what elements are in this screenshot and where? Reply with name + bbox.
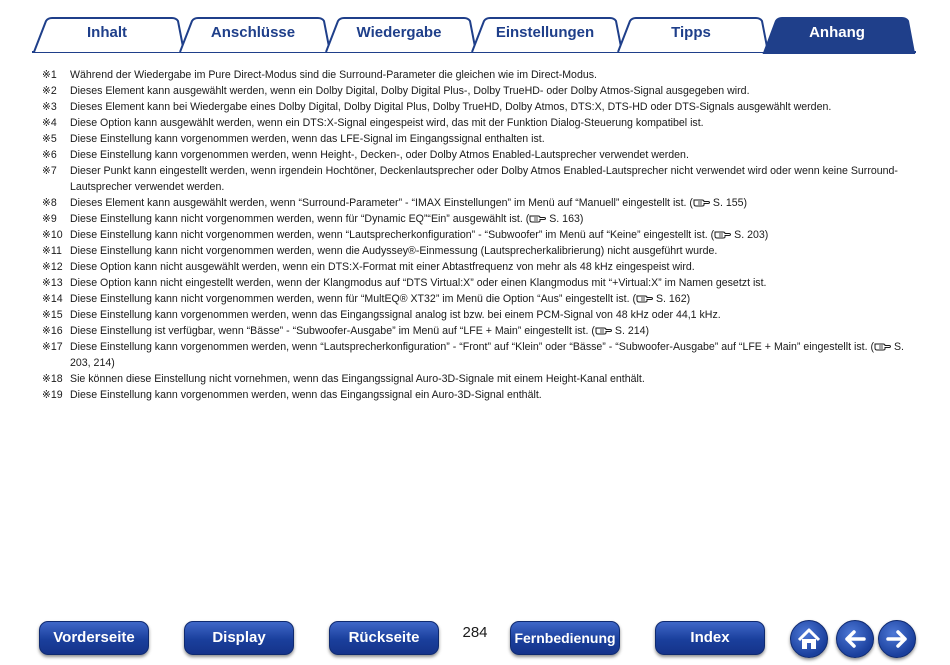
footnote-body: Diese Einstellung kann nicht vorgenommen werden, wenn die Audyssey®-Einmessung (Lautsprecherkalibrierung) nicht ausgeführt wurde.	[70, 245, 718, 257]
arrow-left-icon	[837, 621, 873, 657]
footnote-text	[70, 83, 912, 99]
pointing-hand-icon	[693, 197, 710, 207]
footnote-body: Diese Einstellung kann vorgenommen werden, wenn “Lautsprecherkonfiguration” - “Front” auf “Klein” oder “Bässe” - “Subwoofer-Ausgabe” auf “LFE + Main” eingestellt ist. (	[70, 341, 875, 353]
footnote-body: Diese Einstellung ist verfügbar, wenn “Bässe” - “Subwoofer-Ausgabe” im Menü auf “LFE + Main” eingestellt ist. (	[70, 325, 595, 337]
fernbedienung-button[interactable]: Fernbedienung	[510, 621, 620, 655]
footnote-marker: ※6	[42, 149, 57, 161]
footnote-item	[42, 323, 912, 339]
footnote-body: Sie können diese Einstellung nicht vornehmen, wenn das Eingangssignal Auro-3D-Signale mit einem Height-Kanal enthält.	[70, 373, 645, 385]
footnote-text	[70, 147, 912, 163]
footnote-marker: ※18	[42, 373, 63, 385]
home-button[interactable]	[790, 620, 828, 658]
footnote-marker: ※1	[42, 69, 57, 81]
top-tab-bar	[32, 16, 916, 54]
footnote-text	[70, 211, 912, 227]
footnote-marker: ※7	[42, 165, 57, 177]
footnote-marker: ※14	[42, 293, 63, 305]
footnote-body: Dieser Punkt kann eingestellt werden, wenn irgendein Hochtöner, Deckenlautsprecher oder Dolby Atmos Enabled-Lautsprecher nicht verwendet wird oder wenn keine Surround-Lautsprecher verwendet werden.	[70, 165, 898, 193]
home-icon	[791, 621, 827, 657]
footnote-marker: ※13	[42, 277, 63, 289]
footnote-marker: ※9	[42, 213, 57, 225]
footnote-body: Diese Einstellung kann vorgenommen werden, wenn das LFE-Signal im Eingangssignal enthalten ist.	[70, 133, 545, 145]
footnote-body: Diese Einstellung kann vorgenommen werden, wenn das Eingangssignal analog ist bzw. bei einem PCM-Signal von 48 kHz oder 44,1 kHz.	[70, 309, 721, 321]
footnote-item	[42, 67, 912, 83]
footnote-item	[42, 147, 912, 163]
footnote-text	[70, 259, 912, 275]
footnote-body: Diese Einstellung kann vorgenommen werden, wenn Height-, Decken-, oder Dolby Atmos Enabled-Lautsprecher verwendet werden.	[70, 149, 689, 161]
page-reference-link[interactable]: S. 155)	[712, 197, 748, 209]
footnote-text	[70, 163, 912, 195]
footnote-text	[70, 307, 912, 323]
page-reference-link[interactable]: S. 162)	[655, 293, 691, 305]
footnote-marker: ※19	[42, 389, 63, 401]
footnote-item	[42, 163, 912, 195]
footnote-marker: ※17	[42, 341, 63, 353]
footnote-item	[42, 259, 912, 275]
footnote-body: Diese Option kann ausgewählt werden, wenn ein DTS:X-Signal eingespeist wird, das mit der Funktion Dialog-Steuerung kompatibel ist.	[70, 117, 704, 129]
footnote-text	[70, 99, 912, 115]
index-button[interactable]: Index	[655, 621, 765, 655]
footnote-body: Dieses Element kann ausgewählt werden, wenn ein Dolby Digital, Dolby Digital Plus-, Dolby TrueHD- oder Dolby Atmos-Signal ausgegeben wird.	[70, 85, 750, 97]
footnote-text	[70, 371, 912, 387]
footnote-marker: ※12	[42, 261, 63, 273]
footnote-body: Diese Einstellung kann nicht vorgenommen werden, wenn “Lautsprecherkonfiguration” - “Subwoofer” im Menü auf “Keine” eingestellt ist. (	[70, 229, 715, 241]
display-button[interactable]: Display	[184, 621, 294, 655]
footnote-item	[42, 291, 912, 307]
vorderseite-button[interactable]: Vorderseite	[39, 621, 149, 655]
tab-anschluesse[interactable]: Anschlüsse	[210, 24, 296, 41]
footnote-marker: ※3	[42, 101, 57, 113]
footnote-marker: ※10	[42, 229, 63, 241]
reference-icon-wrap	[636, 293, 653, 305]
pointing-hand-icon	[595, 325, 612, 335]
footnote-item	[42, 99, 912, 115]
footnote-text	[70, 115, 912, 131]
footnote-text	[70, 131, 912, 147]
reference-icon-wrap	[714, 229, 731, 241]
page-reference-link[interactable]: S. 203)	[734, 229, 769, 241]
pointing-hand-icon	[714, 229, 731, 239]
tab-wiedergabe[interactable]: Wiedergabe	[356, 24, 442, 41]
footnote-item	[42, 211, 912, 227]
footnote-text	[70, 243, 912, 259]
footnote-item	[42, 307, 912, 323]
footnote-marker: ※8	[42, 197, 57, 209]
tab-anhang[interactable]: Anhang	[809, 24, 865, 41]
arrow-right-icon	[879, 621, 915, 657]
reference-icon-wrap	[595, 325, 612, 337]
footnote-body: Diese Einstellung kann vorgenommen werden, wenn das Eingangssignal ein Auro-3D-Signal enthält.	[70, 389, 542, 401]
tab-tipps[interactable]: Tipps	[671, 24, 711, 41]
footnote-text	[70, 291, 912, 307]
footnote-marker: ※16	[42, 325, 63, 337]
footnote-body: Dieses Element kann bei Wiedergabe eines Dolby Digital, Dolby Digital Plus, Dolby TrueHD, Dolby Atmos, DTS:X, DTS-HD oder DTS-Signals ausgewählt werden.	[70, 101, 832, 113]
footnote-marker: ※4	[42, 117, 57, 129]
back-button[interactable]	[836, 620, 874, 658]
footnote-item	[42, 83, 912, 99]
footnote-text	[70, 339, 912, 371]
footnote-marker: ※2	[42, 85, 57, 97]
footnote-item	[42, 371, 912, 387]
pointing-hand-icon	[529, 213, 546, 223]
footnote-text	[70, 275, 912, 291]
reference-icon-wrap	[693, 197, 710, 209]
tab-inhalt[interactable]: Inhalt	[87, 24, 127, 41]
footnote-text	[70, 227, 912, 243]
reference-icon-wrap	[529, 213, 546, 225]
footnote-list	[42, 67, 912, 403]
footnote-marker: ※15	[42, 309, 63, 321]
footnote-body: Diese Einstellung kann nicht vorgenommen werden, wenn für “Dynamic EQ”“Ein” ausgewählt ist. (	[70, 213, 530, 225]
page-reference-link[interactable]: S. 163)	[549, 213, 584, 225]
footnote-item	[42, 195, 912, 211]
forward-button[interactable]	[878, 620, 916, 658]
pointing-hand-icon	[874, 341, 891, 351]
footnote-body: Dieses Element kann ausgewählt werden, wenn “Surround-Parameter” - “IMAX Einstellungen” im Menü auf “Manuell” eingestellt ist. (	[70, 197, 693, 209]
footnote-body: Diese Option kann nicht eingestellt werden, wenn der Klangmodus auf “DTS Virtual:X” oder einen Klangmodus mit “+Virtual:X” im Namen gesetzt ist.	[70, 277, 767, 289]
footnote-body: Während der Wiedergabe im Pure Direct-Modus sind die Surround-Parameter die gleichen wie im Direct-Modus.	[70, 69, 597, 81]
footnote-item	[42, 339, 912, 371]
footnote-item	[42, 131, 912, 147]
footnote-text	[70, 387, 912, 403]
footnote-text	[70, 323, 912, 339]
footnote-marker: ※11	[42, 245, 62, 257]
footnote-marker: ※5	[42, 133, 57, 145]
footnote-item	[42, 275, 912, 291]
footnote-text	[70, 195, 912, 211]
page-reference-link[interactable]: S. 203, 214)	[70, 341, 904, 369]
reference-icon-wrap	[874, 341, 891, 353]
footnote-item	[42, 387, 912, 403]
page-number: 284	[462, 624, 488, 641]
page-reference-link[interactable]: S. 214)	[614, 325, 650, 337]
footnote-item	[42, 243, 912, 259]
footnote-body: Diese Option kann nicht ausgewählt werden, wenn ein DTS:X-Format mit einer Abtastfrequenz von mehr als 48 kHz eingespeist wird.	[70, 261, 695, 273]
rueckseite-button[interactable]: Rückseite	[329, 621, 439, 655]
footnote-body: Diese Einstellung kann nicht vorgenommen werden, wenn für “MultEQ® XT32” im Menü die Option “Aus” eingestellt ist. (	[70, 293, 636, 305]
footnote-item	[42, 227, 912, 243]
tab-einstellungen[interactable]: Einstellungen	[495, 24, 595, 41]
footnote-item	[42, 115, 912, 131]
pointing-hand-icon	[636, 293, 653, 303]
footnote-text	[70, 67, 912, 83]
